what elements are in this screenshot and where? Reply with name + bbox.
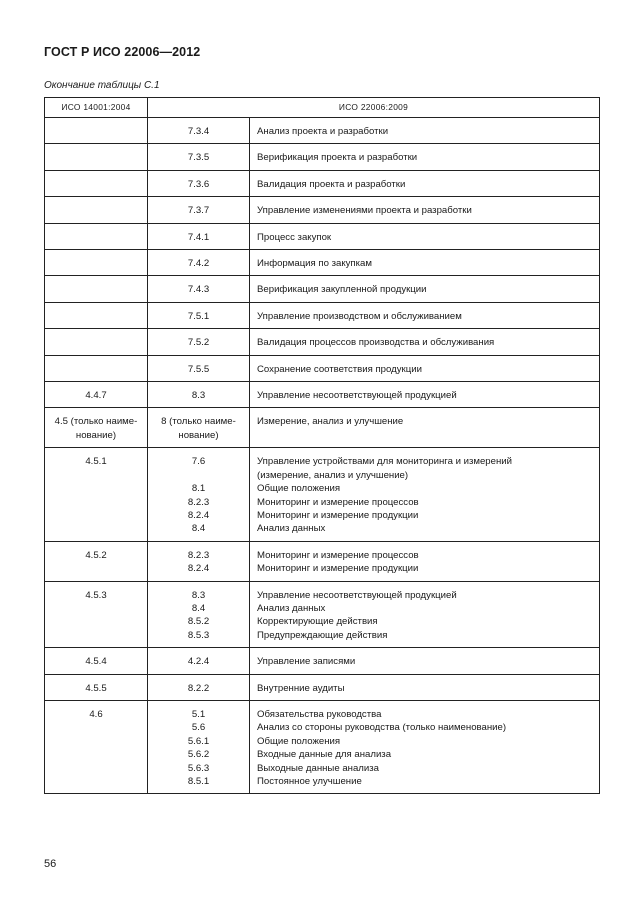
iso14001-cell [45,382,148,408]
cell-line: 4.6 [89,708,103,720]
title-cell [250,541,600,581]
cell-line: 8.3 [191,589,206,601]
cell-line: Верификация закупленной продукции [257,284,427,296]
iso14001-cell [45,648,148,674]
correspondence-table [44,97,600,794]
iso14001-cell [45,170,148,196]
table-row [45,700,600,793]
title-cell [250,382,600,408]
title-cell [250,700,600,793]
title-cell [250,448,600,541]
cell-line: Предупреждающие действия [257,629,388,641]
cell-line: Анализ проекта и разработки [257,126,389,137]
iso14001-cell [45,355,148,381]
iso14001-cell [45,118,148,144]
document-header: ГОСТ Р ИСО 22006—2012 [44,45,201,59]
table-row [45,118,600,144]
cell-line: 5.1 [191,708,206,720]
table-row [45,329,600,355]
cell-line: 7.3.6 [187,178,210,190]
iso22006-cell [148,197,250,223]
column-header-iso22006: ИСО 22006:2009 [148,98,600,118]
cell-line: 8.2.4 [187,563,210,575]
cell-line: Общие положения [257,735,341,747]
cell-line: 7.4.3 [187,284,210,296]
cell-line: 7.4.1 [187,231,210,243]
cell-line: 8.2.3 [187,496,210,508]
cell-line: Анализ данных [257,602,326,614]
iso22006-cell [148,355,250,381]
cell-line: Мониторинг и измерение продукции [257,509,419,521]
cell-line [152,469,245,482]
iso14001-cell [45,408,148,448]
title-cell [250,118,600,144]
table-row [45,302,600,328]
cell-line: 4.5.4 [85,656,107,668]
iso22006-cell [148,144,250,170]
table-row [45,355,600,381]
cell-line: 4.5.5 [85,682,107,694]
iso14001-cell [45,250,148,276]
cell-line: 4.5.2 [85,549,107,561]
cell-line: 7.3.5 [187,152,210,164]
iso14001-cell [45,197,148,223]
cell-line: 7.3.7 [187,205,210,217]
cell-line: 8.4 [191,602,206,614]
cell-line: Управление устройствами для мониторинга и измерений [257,456,512,468]
title-cell [250,648,600,674]
cell-line: Управление записями [257,656,356,668]
title-cell [250,302,600,328]
title-cell [250,581,600,648]
cell-line: 8.2.3 [187,549,210,561]
cell-line: Управление несоответствующей продукцией [257,589,457,601]
table-row [45,170,600,196]
page-number: 56 [44,858,57,870]
table-row [45,144,600,170]
title-cell [250,144,600,170]
iso22006-cell [148,382,250,408]
iso14001-cell [45,223,148,249]
cell-line: 7.5.2 [187,337,210,349]
iso22006-cell [148,541,250,581]
iso22006-cell [148,170,250,196]
title-cell [250,250,600,276]
cell-line: 8.4 [191,523,206,535]
cell-line: Постоянное улучшение [257,776,362,787]
cell-line: 4.5.3 [85,589,107,601]
cell-line: 8 (только наиме- [161,416,236,428]
iso22006-cell [148,700,250,793]
cell-line: Мониторинг и измерение процессов [257,549,419,561]
iso14001-cell [45,329,148,355]
cell-line: 5.6.3 [187,762,210,774]
table-row [45,648,600,674]
cell-line: 4.5 (только наиме- [54,416,138,428]
cell-line: 5.6 [191,722,206,734]
title-cell [250,223,600,249]
title-cell [250,408,600,448]
iso22006-cell [148,118,250,144]
cell-line: 5.6.2 [187,749,210,761]
title-cell [250,197,600,223]
cell-line: нование) [178,429,219,441]
iso22006-cell [148,250,250,276]
iso22006-cell [148,276,250,302]
cell-line: Управление несоответствующей продукцией [257,390,457,402]
cell-line: 7.3.4 [187,126,210,137]
table-caption: Окончание таблицы С.1 [44,80,160,91]
cell-line: Анализ со стороны руководства (только наименование) [257,722,507,734]
cell-line: нование) [75,429,117,441]
cell-line: 8.5.2 [187,616,210,628]
cell-line: 7.6 [191,456,206,468]
cell-line: Управление производством и обслуживанием [257,310,462,322]
iso14001-cell [45,276,148,302]
cell-line: Измерение, анализ и улучшение [257,416,404,428]
table-row [45,382,600,408]
iso14001-cell [45,581,148,648]
iso22006-cell [148,648,250,674]
cell-line: Верификация проекта и разработки [257,152,418,164]
cell-line: Корректирующие действия [257,616,378,628]
cell-line: 7.5.5 [187,363,210,375]
cell-line: Выходные данные анализа [257,762,379,774]
iso14001-cell [45,674,148,700]
title-cell [250,276,600,302]
iso14001-cell [45,144,148,170]
title-cell [250,674,600,700]
cell-line: Внутренние аудиты [257,682,345,694]
cell-line: Информация по закупкам [257,258,372,270]
iso14001-cell [45,302,148,328]
iso22006-cell [148,674,250,700]
cell-line: 8.1 [191,483,206,495]
cell-line: 8.3 [191,390,206,402]
title-cell [250,170,600,196]
table-row [45,581,600,648]
iso22006-cell [148,448,250,541]
iso22006-cell [148,329,250,355]
cell-line: 7.4.2 [187,258,210,270]
cell-line: 4.2.4 [187,656,210,668]
cell-line: 8.5.1 [187,776,210,787]
table-header-row [45,98,600,118]
iso22006-cell [148,223,250,249]
cell-line: Валидация процессов производства и обслуживания [257,337,495,349]
table-row [45,250,600,276]
table-row [45,223,600,249]
cell-line: Процесс закупок [257,231,332,243]
cell-line: Мониторинг и измерение продукции [257,563,419,575]
title-cell [250,329,600,355]
table-row [45,276,600,302]
iso22006-cell [148,581,250,648]
cell-line: Входные данные для анализа [257,749,392,761]
iso14001-cell [45,700,148,793]
table-row [45,541,600,581]
iso22006-cell [148,302,250,328]
cell-line: Управление изменениями проекта и разработки [257,205,472,217]
cell-line: Обязательства руководства [257,708,382,720]
cell-line: Общие положения [257,483,341,495]
cell-line: 5.6.1 [187,735,210,747]
cell-line: (измерение, анализ и улучшение) [257,469,409,481]
iso22006-cell [148,408,250,448]
cell-line: 8.2.2 [187,682,210,694]
cell-line: 8.5.3 [187,629,210,641]
cell-line: Анализ данных [257,523,326,535]
cell-line: 4.4.7 [85,390,107,402]
table-row [45,197,600,223]
table-row [45,674,600,700]
cell-line: 7.5.1 [187,310,210,322]
iso14001-cell [45,541,148,581]
iso14001-cell [45,448,148,541]
cell-line: Мониторинг и измерение процессов [257,496,419,508]
cell-line: Валидация проекта и разработки [257,178,406,190]
table-row [45,448,600,541]
cell-line: Сохранение соответствия продукции [257,363,422,375]
title-cell [250,355,600,381]
table-row [45,408,600,448]
cell-line: 4.5.1 [85,456,107,468]
cell-line: 8.2.4 [187,509,210,521]
column-header-iso14001: ИСО 14001:2004 [45,98,148,118]
